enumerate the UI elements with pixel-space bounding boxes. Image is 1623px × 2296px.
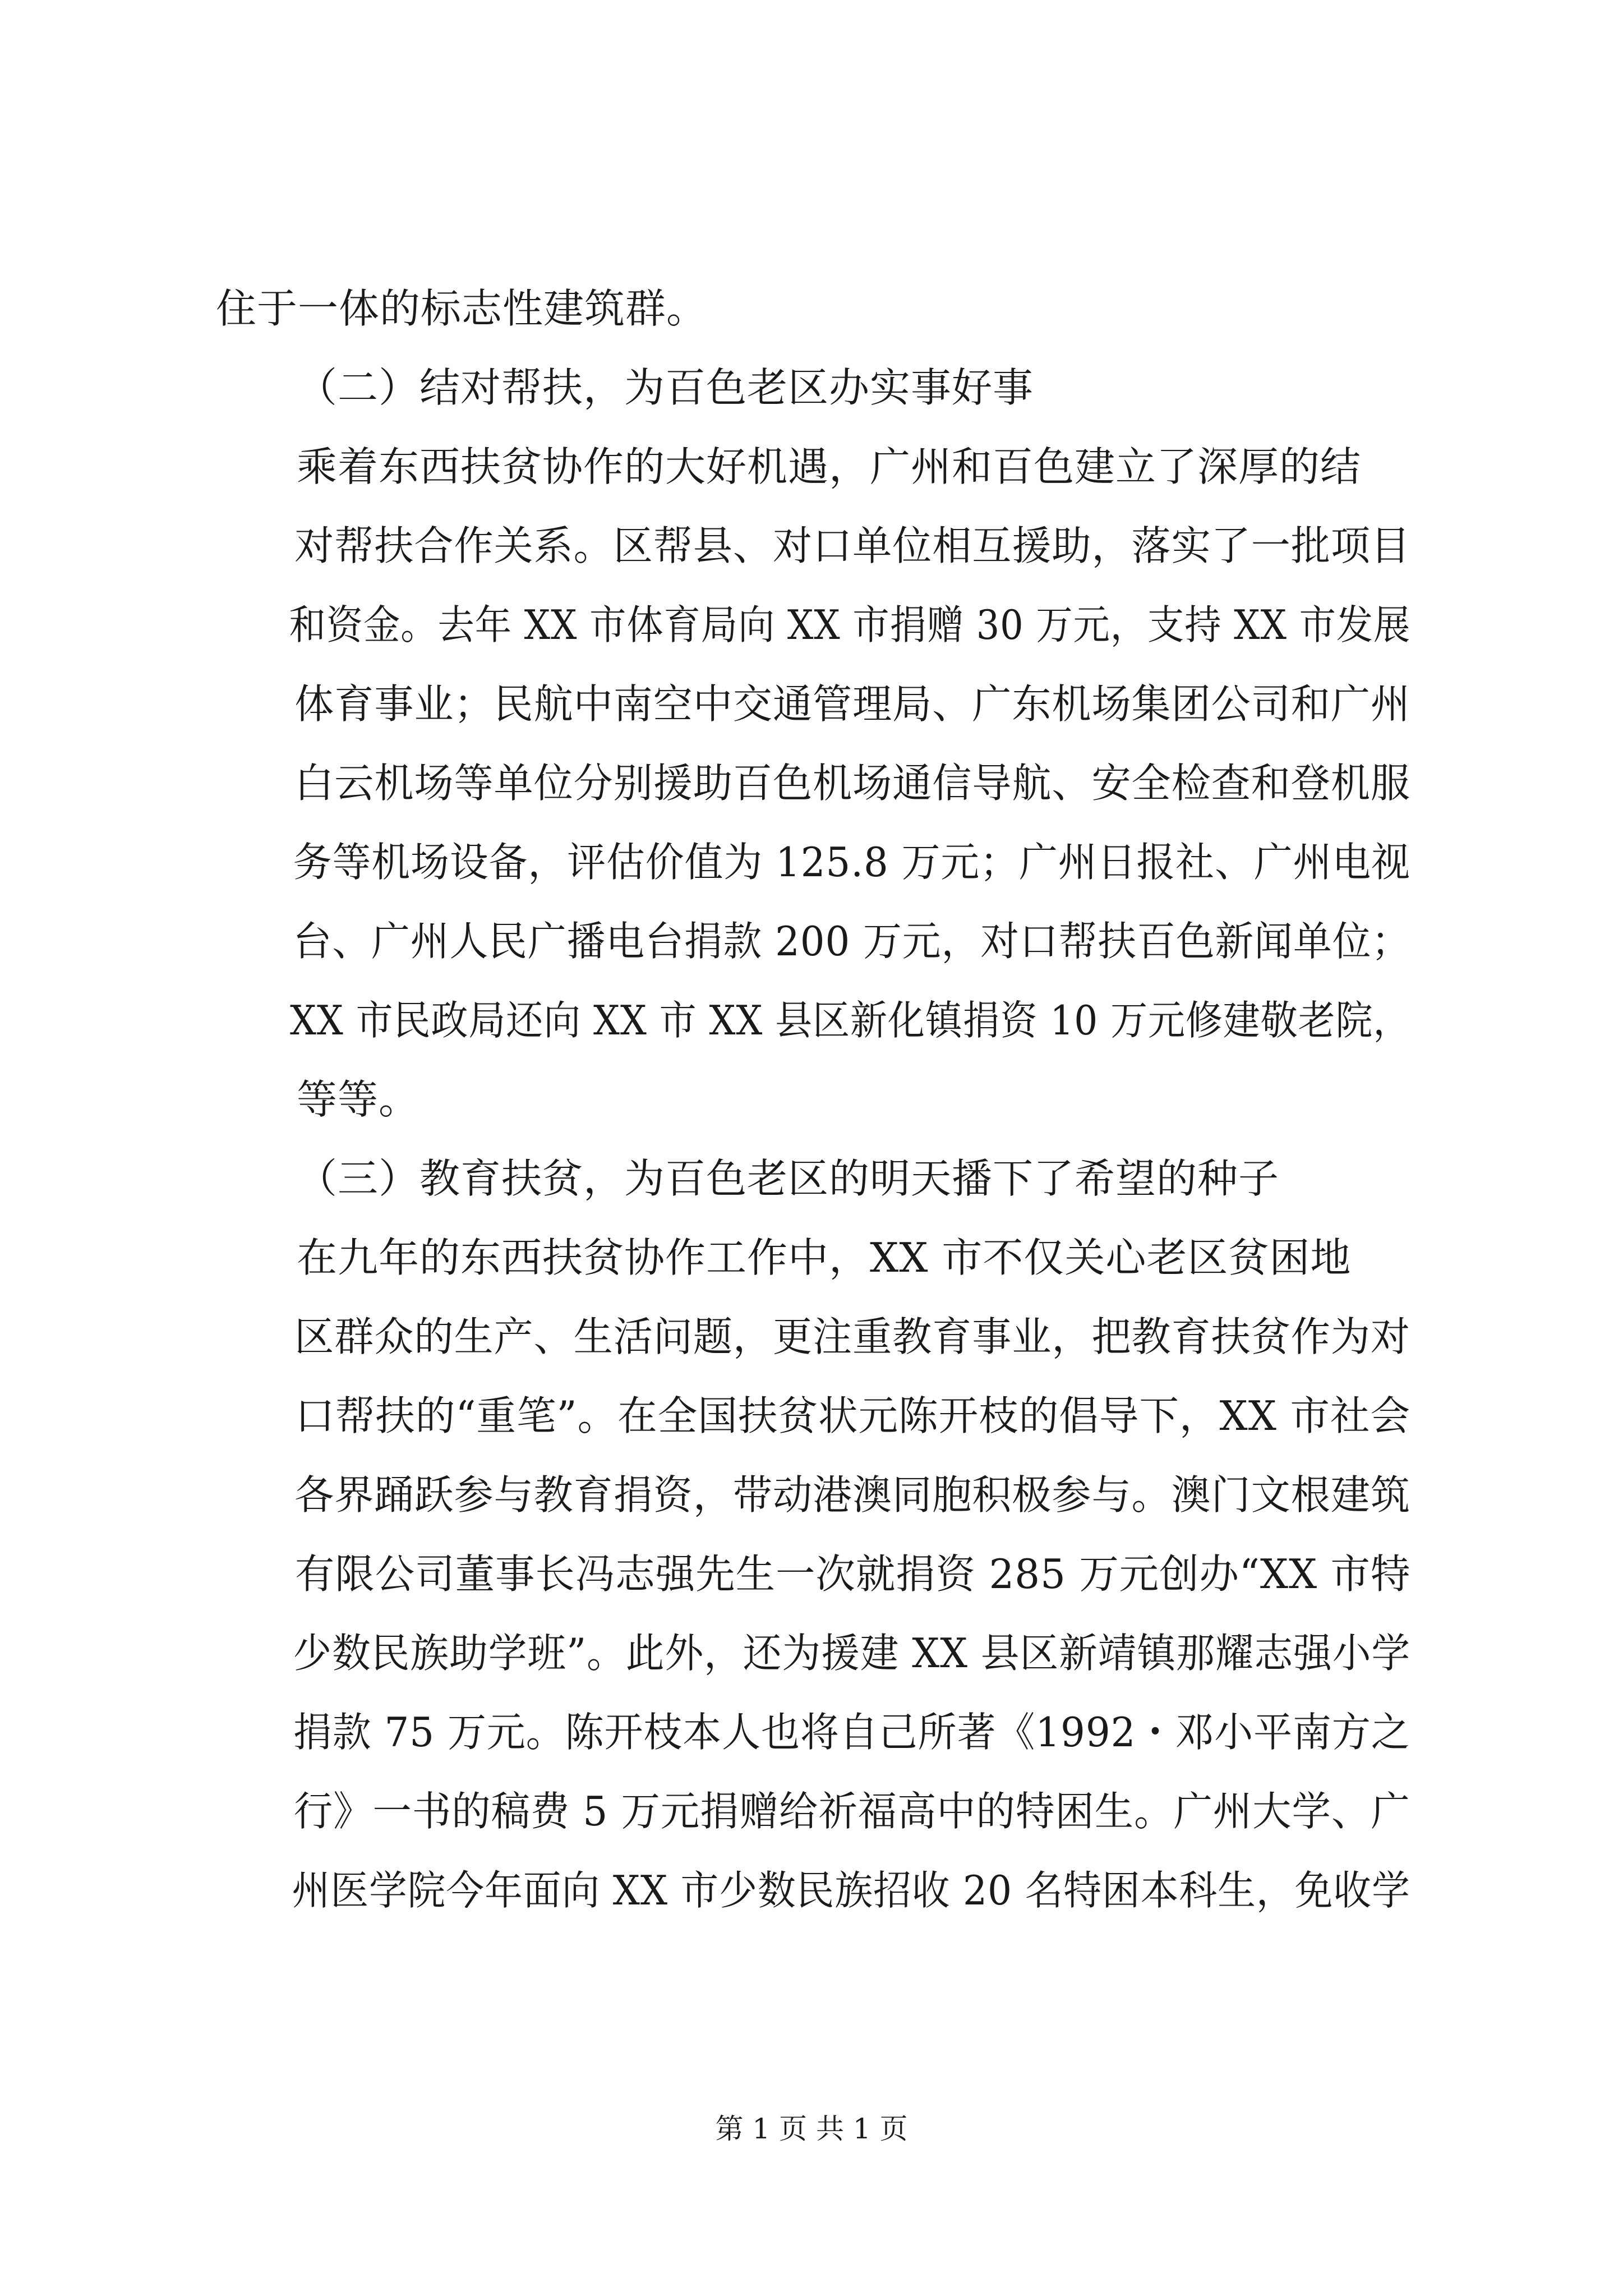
text-line: （二）结对帮扶，为百色老区办实事好事 [297,364,1034,411]
text-line: 住于一体的标志性建筑群。 [216,285,708,332]
text-line: 有限公司董事长冯志强先生一次就捐资 285 万元创办“XX 市特 [294,1550,1411,1598]
text-line: 务等机场设备，评估价值为 125.8 万元；广州日报社、广州电视 [293,839,1410,886]
text-line: 体育事业；民航中南空中交通管理局、广东机场集团公司和广州 [294,680,1411,728]
text-line: （三）教育扶贫，为百色老区的明天播下了希望的种子 [297,1155,1280,1202]
text-line: 对帮扶合作关系。区帮县、对口单位相互援助，落实了一批项目 [294,522,1411,569]
text-line: 州医学院今年面向 XX 市少数民族招收 20 名特困本科生，免收学 [292,1867,1410,1914]
text-line: 白云机场等单位分别援助百色机场通信导航、安全检查和登机服 [294,760,1411,807]
text-line: 等等。 [297,1076,420,1123]
text-line: 区群众的生产、生活问题，更注重教育事业，把教育扶贫作为对 [294,1313,1411,1360]
text-line: 和资金。去年 XX 市体育局向 XX 市捐赠 30 万元，支持 XX 市发展 [289,601,1411,648]
text-line: 少数民族助学班”。此外，还为援建 XX 县区新靖镇那耀志强小学 [293,1630,1411,1677]
paragraph [216,427,1410,1139]
text-line: 捐款 75 万元。陈开枝本人也将自己所著《1992・邓小平南方之 [293,1709,1410,1756]
section-heading [216,1139,1410,1218]
section-heading [216,348,1410,427]
paragraph [216,269,1410,348]
text-line: 乘着东西扶贫协作的大好机遇，广州和百色建立了深厚的结 [297,443,1362,490]
text-line: 台、广州人民广播电台捐款 200 万元，对口帮扶百色新闻单位； [293,918,1411,965]
document-body [216,269,1410,1930]
paragraph [216,1218,1410,1930]
text-line: 口帮扶的“重笔”。在全国扶贫状元陈开枝的倡导下，XX 市社会 [295,1392,1411,1439]
text-line: 行》一书的稿费 5 万元捐赠给祈福高中的特困生。广州大学、广 [293,1788,1410,1835]
text-line: 在九年的东西扶贫协作工作中，XX 市不仅关心老区贫困地 [297,1234,1352,1281]
text-line: 各界踊跃参与教育捐资，带动港澳同胞积极参与。澳门文根建筑 [294,1471,1411,1519]
page-footer: 第 1 页 共 1 页 [715,2113,908,2145]
text-line: XX 市民政局还向 XX 市 XX 县区新化镇捐资 10 万元修建敬老院， [289,997,1411,1044]
